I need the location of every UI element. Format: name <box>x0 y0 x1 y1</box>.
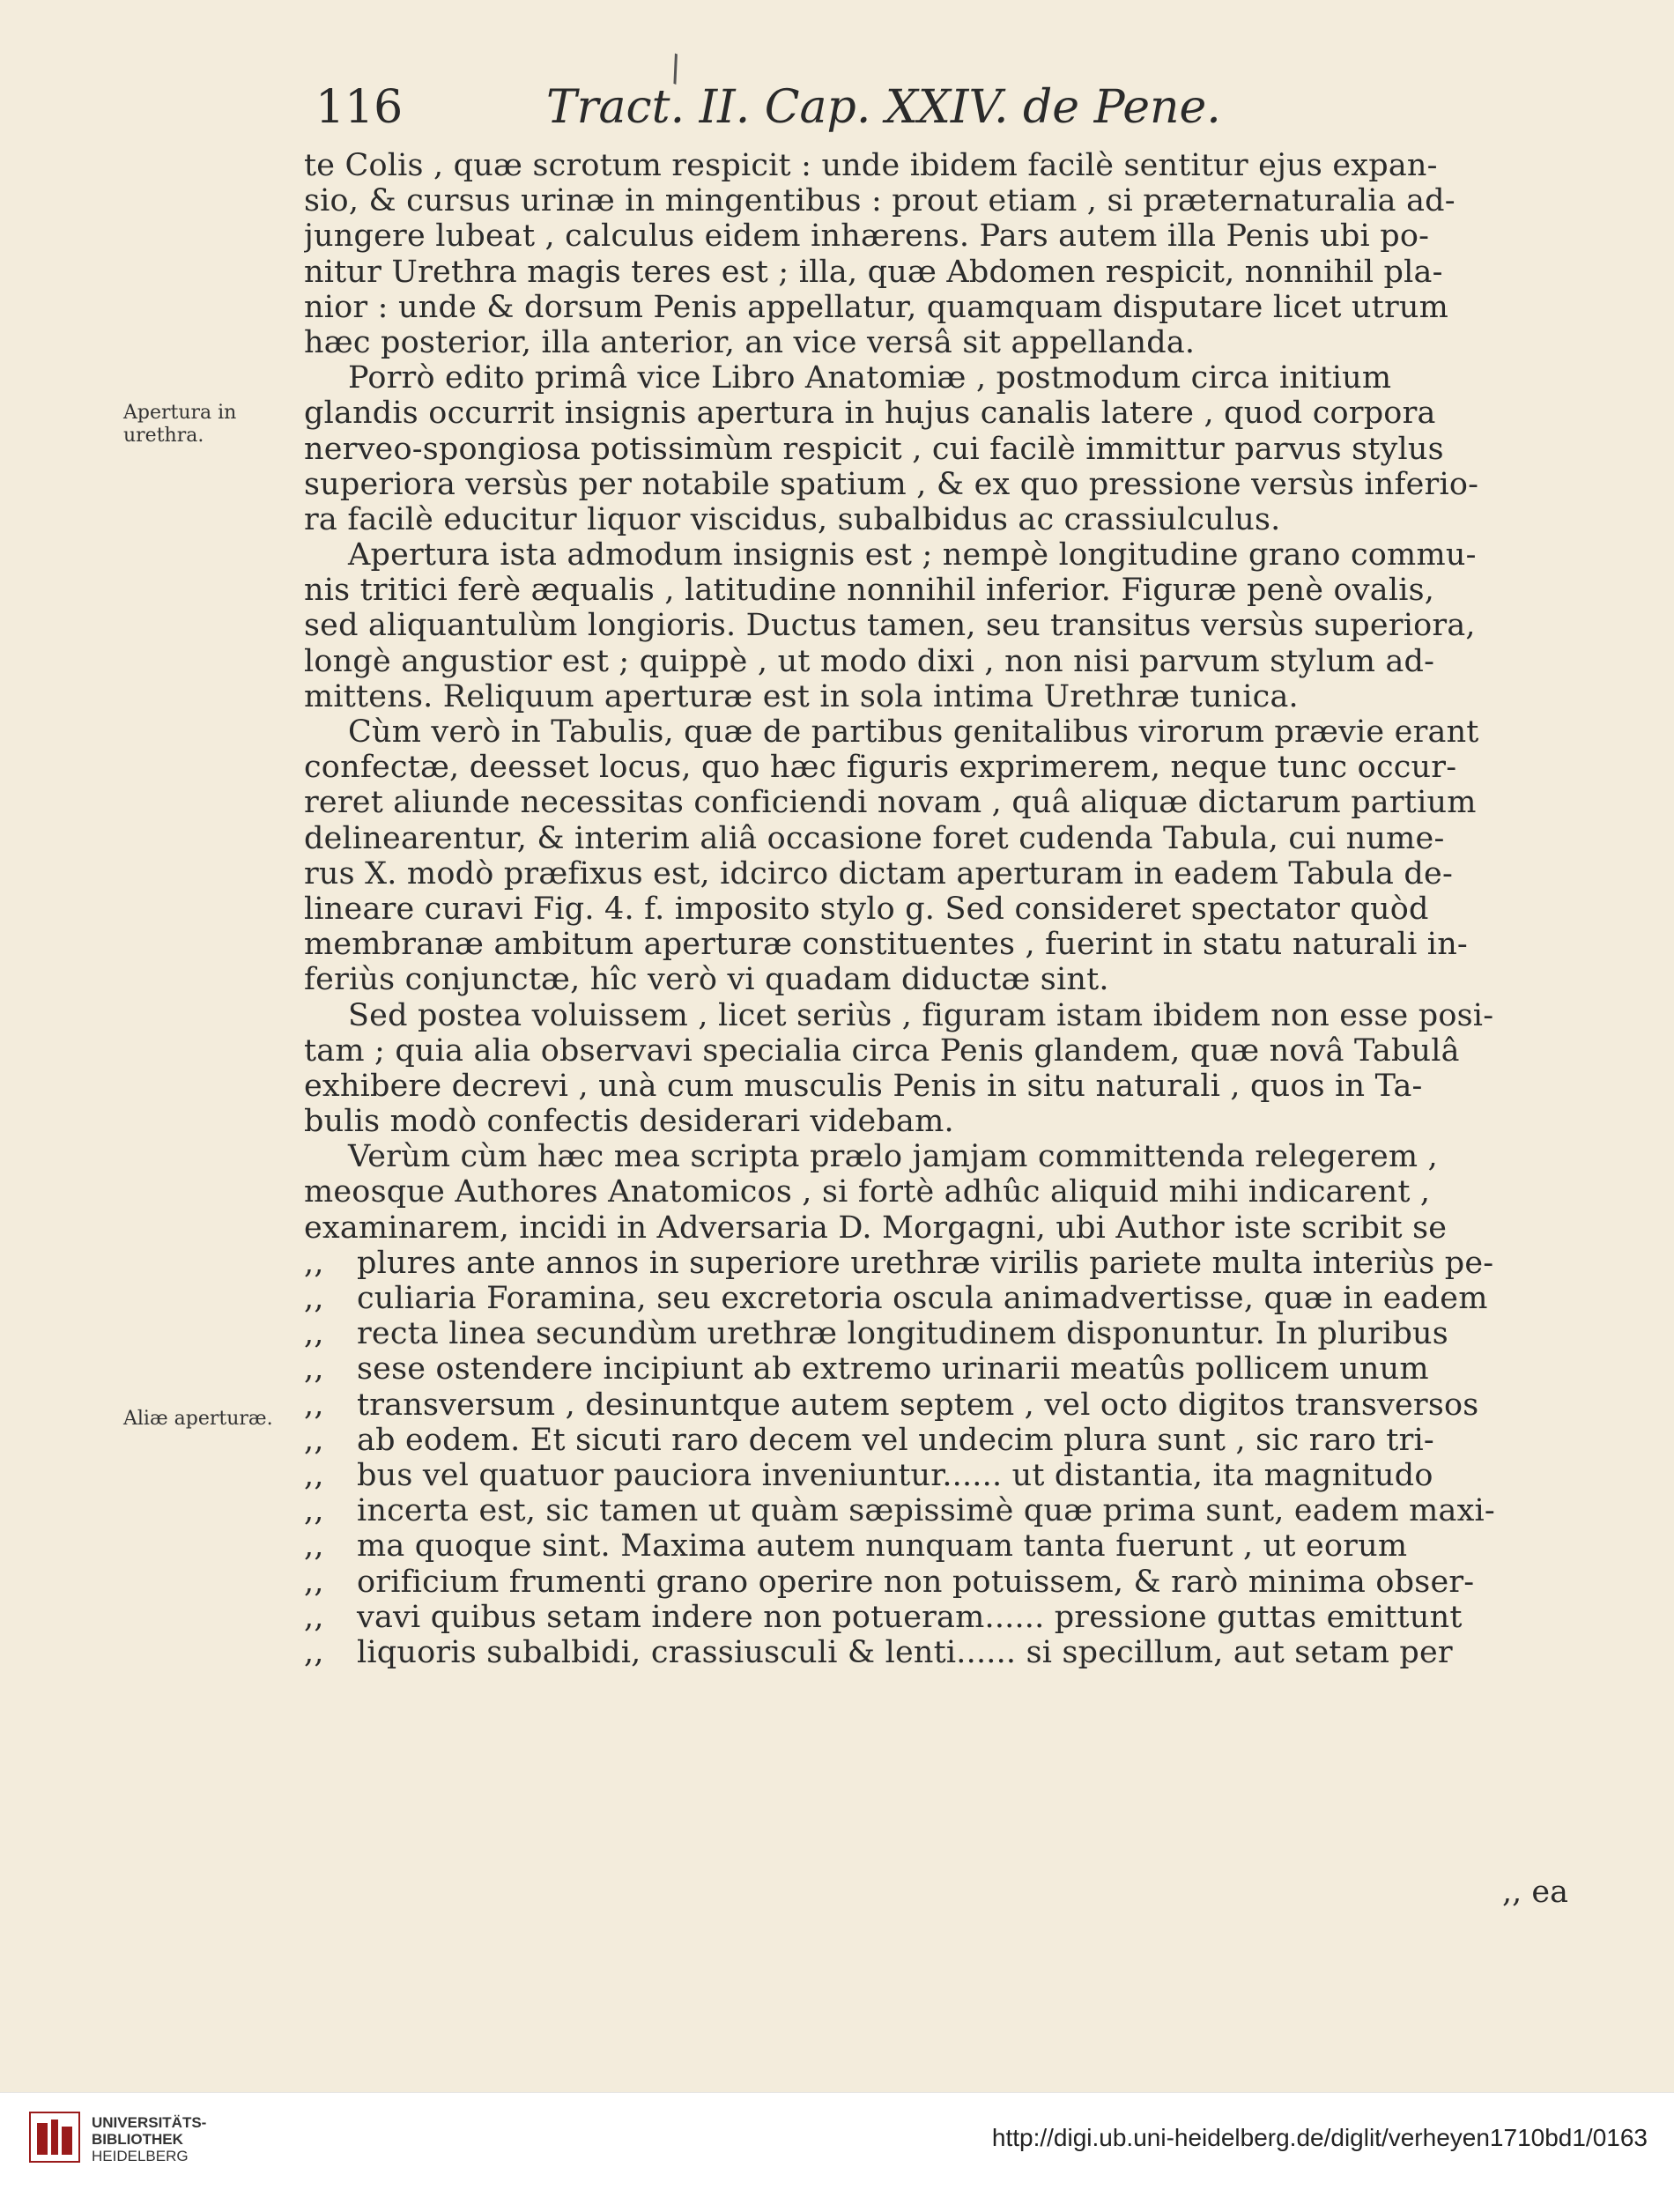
text-line <box>304 1210 1555 1246</box>
line-text: sese ostendere incipiunt ab extremo urinarii meatûs pollicem unum <box>357 1351 1429 1387</box>
running-title: Tract. II. Cap. XXIV. de Pene. <box>546 81 1221 134</box>
line-text: plures ante annos in superiore urethræ virilis pariete multa interiùs pe- <box>357 1245 1494 1281</box>
text-line <box>304 183 1555 218</box>
line-text: ab eodem. Et sicuti raro decem vel undecim plura sunt , sic raro tri- <box>357 1422 1434 1458</box>
quote-mark: ,, <box>304 1351 324 1387</box>
text-line <box>304 573 1555 608</box>
line-text: bulis modò confectis desiderari videbam. <box>304 1104 954 1140</box>
text-line <box>304 1104 1555 1139</box>
line-text: Cùm verò in Tabulis, quæ de partibus genitalibus virorum prævie erant <box>348 714 1479 750</box>
quote-mark: ,, <box>304 1281 324 1316</box>
source-url-link[interactable]: http://digi.ub.uni-heidelberg.de/diglit/verheyen1710bd1/0163 <box>991 2124 1648 2151</box>
line-text: recta linea secundùm urethræ longitudinem disponuntur. In pluribus <box>357 1316 1448 1352</box>
line-text: delinearentur, & interim aliâ occasione foret cudenda Tabula, cui nume- <box>304 820 1445 856</box>
quote-mark: ,, <box>304 1564 324 1600</box>
text-line <box>304 856 1555 891</box>
library-name <box>92 2114 206 2164</box>
text-line <box>304 360 1555 396</box>
text-line <box>304 608 1555 643</box>
text-line <box>304 1351 1555 1387</box>
line-text: confectæ, deesset locus, quo hæc figuris exprimerem, neque tunc occur- <box>304 750 1457 786</box>
line-text: sio, & cursus urinæ in mingentibus : prout etiam , si præternaturalia ad- <box>304 183 1455 219</box>
line-text: tam ; quia alia observavi specialia circa Penis glandem, quæ novâ Tabulâ <box>304 1032 1460 1069</box>
line-text: transversum , desinuntque autem septem , vel octo digitos transversos <box>357 1387 1479 1423</box>
text-line <box>304 1069 1555 1104</box>
text-line <box>304 1635 1555 1670</box>
line-text: bus vel quatuor pauciora inveniuntur...... ut distantia, ita magnitudo <box>357 1457 1433 1493</box>
text-line <box>304 998 1555 1033</box>
quote-mark: ,, <box>304 1599 324 1635</box>
footer-bar <box>0 2092 1674 2212</box>
text-line <box>304 1423 1555 1458</box>
text-line <box>304 750 1555 785</box>
quote-mark: ,, <box>304 1387 324 1423</box>
line-text: Sed postea voluissem , licet seriùs , figuram istam ibidem non esse posi- <box>348 997 1494 1033</box>
line-text: rus X. modò præfixus est, idcirco dictam aperturam in eadem Tabula de- <box>304 855 1453 891</box>
text-line <box>304 537 1555 573</box>
quote-mark: ,, <box>304 1422 324 1458</box>
text-line <box>304 1493 1555 1528</box>
text-line <box>304 891 1555 927</box>
line-text: vavi quibus setam indere non potueram...... pressione guttas emittunt <box>357 1599 1463 1635</box>
line-text: reret aliunde necessitas conficiendi novam , quâ aliquæ dictarum partium <box>304 785 1477 821</box>
text-line <box>304 927 1555 962</box>
library-name-line3: HEIDELBERG <box>92 2148 189 2164</box>
line-text: feriùs conjunctæ, hîc verò vi quadam diductæ sint. <box>304 962 1109 998</box>
text-line <box>304 1316 1555 1351</box>
text-line <box>304 432 1555 467</box>
text-line <box>304 1387 1555 1423</box>
catchword: ,, ea <box>1502 1875 1568 1910</box>
line-text: membranæ ambitum aperturæ constituentes , fuerint in statu naturali in- <box>304 927 1468 963</box>
line-text: ma quoque sint. Maxima autem nunquam tanta fuerunt , ut eorum <box>357 1528 1408 1565</box>
text-line <box>304 679 1555 714</box>
line-text: orificium frumenti grano operire non potuissem, & rarò minima obser- <box>357 1564 1475 1600</box>
line-text: Apertura ista admodum insignis est ; nempè longitudine grano commu- <box>348 537 1477 573</box>
text-line <box>304 502 1555 537</box>
line-text: Porrò edito primâ vice Libro Anatomiæ , postmodum circa initium <box>348 360 1392 396</box>
text-line <box>304 821 1555 856</box>
text-line <box>304 325 1555 360</box>
library-name-line1: UNIVERSITÄTS- <box>92 2114 207 2131</box>
line-text: exhibere decrevi , unà cum musculis Penis in situ naturali , quos in Ta- <box>304 1068 1423 1104</box>
quote-mark: ,, <box>304 1528 324 1565</box>
line-text: examinarem, incidi in Adversaria D. Morgagni, ubi Author iste scribit se <box>304 1210 1448 1246</box>
text-line <box>304 1528 1555 1564</box>
line-text: Verùm cùm hæc mea scripta prælo jamjam committenda relegerem , <box>348 1139 1438 1175</box>
line-text: jungere lubeat , calculus eidem inhærens. Pars autem illa Penis ubi po- <box>304 218 1430 255</box>
text-line <box>304 1174 1555 1210</box>
quote-mark: ,, <box>304 1457 324 1493</box>
line-text: te Colis , quæ scrotum respicit : unde ibidem facilè sentitur ejus expan- <box>304 148 1438 183</box>
line-text: meosque Authores Anatomicos , si fortè adhûc aliquid mihi indicarent , <box>304 1174 1431 1210</box>
text-line <box>304 148 1555 183</box>
quote-mark: ,, <box>304 1634 324 1670</box>
university-logo-icon <box>28 2111 81 2164</box>
line-text: superiora versùs per notabile spatium , & ex quo pressione versùs inferio- <box>304 466 1479 502</box>
text-line <box>304 714 1555 750</box>
line-text: mittens. Reliquum aperturæ est in sola intima Urethræ tunica. <box>304 678 1299 714</box>
line-text: ra facilè educitur liquor viscidus, subalbidus ac crassiulculus. <box>304 501 1281 537</box>
page-mark: \ <box>663 48 688 90</box>
text-line <box>304 1246 1555 1281</box>
text-line <box>304 1281 1555 1316</box>
line-text: sed aliquantulùm longioris. Ductus tamen, seu transitus versùs superiora, <box>304 608 1476 644</box>
text-line <box>304 255 1555 290</box>
text-line <box>304 1565 1555 1600</box>
line-text: nior : unde & dorsum Penis appellatur, quamquam disputare licet utrum <box>304 289 1449 325</box>
line-text: glandis occurrit insignis apertura in hujus canalis latere , quod corpora <box>304 396 1436 432</box>
library-name-line2: BIBLIOTHEK <box>92 2131 183 2148</box>
text-line <box>304 1458 1555 1493</box>
text-line <box>304 785 1555 820</box>
body-text <box>304 148 1555 1670</box>
line-text: nerveo-spongiosa potissimùm respicit , cui facilè immittur parvus stylus <box>304 431 1444 467</box>
text-line <box>304 218 1555 254</box>
line-text: incerta est, sic tamen ut quàm sæpissimè quæ prima sunt, eadem maxi- <box>357 1493 1495 1529</box>
text-line <box>304 962 1555 997</box>
text-line <box>304 644 1555 679</box>
line-text: hæc posterior, illa anterior, an vice versâ sit appellanda. <box>304 324 1196 360</box>
line-text: longè angustior est ; quippè , ut modo dixi , non nisi parvum stylum ad- <box>304 643 1435 679</box>
margin-note-aliae: Aliæ aperturæ. <box>123 1408 273 1430</box>
text-line <box>304 1033 1555 1069</box>
quote-mark: ,, <box>304 1493 324 1529</box>
text-line <box>304 290 1555 325</box>
text-line <box>304 1600 1555 1635</box>
line-text: lineare curavi Fig. 4. f. imposito stylo g. Sed consideret spectator quòd <box>304 891 1429 927</box>
line-text: culiaria Foramina, seu excretoria oscula animadvertisse, quæ in eadem <box>357 1281 1488 1316</box>
line-text: nitur Urethra magis teres est ; illa, quæ Abdomen respicit, nonnihil pla- <box>304 254 1443 290</box>
quote-mark: ,, <box>304 1245 324 1281</box>
line-text: liquoris subalbidi, crassiusculi & lenti...... si specillum, aut setam per <box>357 1634 1453 1670</box>
line-text: nis tritici ferè æqualis , latitudine nonnihil inferior. Figuræ penè ovalis, <box>304 573 1435 609</box>
text-line <box>304 396 1555 431</box>
text-line <box>304 1139 1555 1174</box>
quote-mark: ,, <box>304 1316 324 1352</box>
margin-note-apertura: Apertura in urethra. <box>123 402 237 447</box>
page-number: 116 <box>315 81 404 134</box>
text-line <box>304 467 1555 502</box>
